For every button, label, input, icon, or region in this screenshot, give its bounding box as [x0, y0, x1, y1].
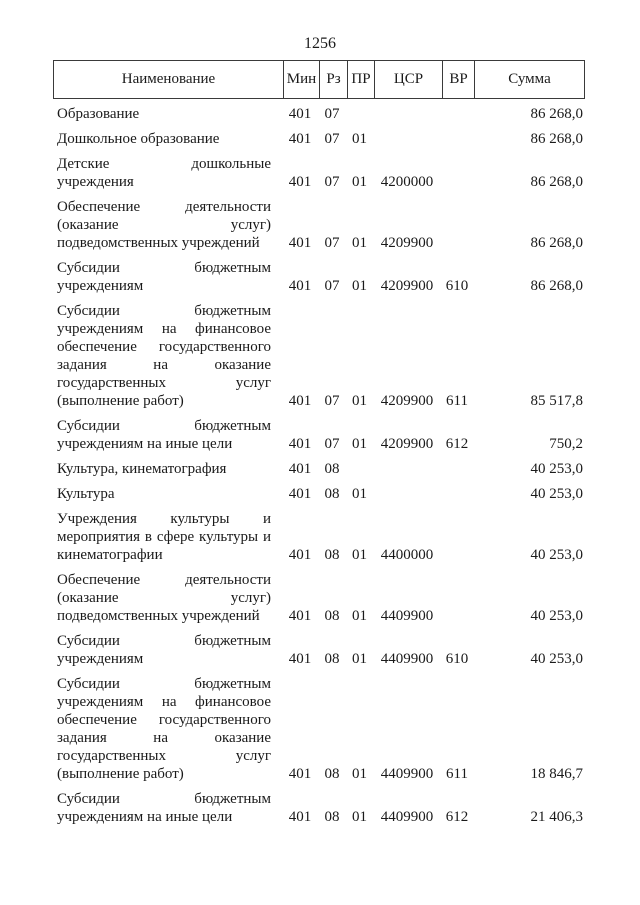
cell-vr: 610 — [445, 278, 469, 294]
name-line: мероприятия в сфере культуры и — [57, 529, 271, 545]
name-line: Обеспечение деятельности — [57, 199, 271, 215]
table-body — [53, 99, 585, 826]
col-header-min: Мин — [283, 61, 319, 98]
cell-pr: 01 — [352, 393, 367, 409]
cell-summa: 750,2 — [549, 436, 583, 452]
cell-vr: 612 — [445, 436, 469, 452]
name-line: Обеспечение деятельности — [57, 572, 271, 588]
cell-summa: 40 253,0 — [530, 486, 583, 502]
name-line: обеспечение государственного — [57, 712, 271, 728]
table-row — [53, 198, 585, 252]
cell-name — [53, 632, 282, 668]
cell-name — [53, 571, 282, 625]
name-line: учреждениям на иные цели — [57, 436, 233, 452]
cell-name — [53, 130, 282, 148]
cell-name — [53, 105, 282, 123]
name-line: обеспечение государственного — [57, 339, 271, 355]
cell-rz: 07 — [324, 106, 340, 122]
name-line: Образование — [57, 106, 140, 122]
table-row — [53, 790, 585, 826]
cell-min: 401 — [288, 174, 312, 190]
cell-rz: 07 — [324, 393, 340, 409]
page-number: 1256 — [304, 35, 336, 52]
cell-rz: 07 — [324, 278, 340, 294]
cell-rz: 07 — [324, 131, 340, 147]
cell-rz: 08 — [324, 608, 340, 624]
cell-min: 401 — [288, 278, 312, 294]
cell-csr: 4409900 — [380, 651, 434, 667]
cell-csr: 4409900 — [380, 809, 434, 825]
name-line: (выполнение работ) — [57, 766, 184, 782]
name-line: подведомственных учреждений — [57, 235, 260, 251]
col-header-vr: ВР — [442, 61, 474, 98]
col-header-csr: ЦСР — [374, 61, 442, 98]
name-line: государственных услуг — [57, 375, 271, 391]
cell-min: 401 — [288, 486, 312, 502]
cell-name — [53, 198, 282, 252]
table-row — [53, 302, 585, 410]
cell-min: 401 — [288, 608, 312, 624]
cell-pr: 01 — [352, 608, 367, 624]
cell-csr: 4209900 — [380, 436, 434, 452]
cell-summa: 85 517,8 — [530, 393, 583, 409]
table-row — [53, 571, 585, 625]
cell-name — [53, 259, 282, 295]
cell-summa: 21 406,3 — [530, 809, 583, 825]
cell-min: 401 — [288, 393, 312, 409]
name-line: Учреждения культуры и — [57, 511, 271, 527]
table-header-row — [53, 60, 585, 99]
cell-min: 401 — [288, 651, 312, 667]
name-line: Субсидии бюджетным — [57, 260, 271, 276]
name-line: Дошкольное образование — [57, 131, 220, 147]
cell-vr: 611 — [446, 766, 468, 782]
name-line: учреждениям — [57, 278, 144, 294]
col-header-pr: ПР — [347, 61, 374, 98]
name-line: учреждения — [57, 174, 134, 190]
table-row — [53, 460, 585, 478]
cell-name — [53, 790, 282, 826]
name-line: (оказание услуг) — [57, 217, 271, 233]
name-line: Субсидии бюджетным — [57, 303, 271, 319]
cell-name — [53, 485, 282, 503]
table-row — [53, 675, 585, 783]
cell-summa: 86 268,0 — [530, 106, 583, 122]
table-row — [53, 510, 585, 564]
cell-name — [53, 302, 282, 410]
cell-rz: 07 — [324, 436, 340, 452]
cell-csr: 4209900 — [380, 393, 434, 409]
name-line: Субсидии бюджетным — [57, 676, 271, 692]
cell-pr: 01 — [352, 486, 367, 502]
cell-pr: 01 — [352, 436, 367, 452]
cell-vr: 611 — [446, 393, 468, 409]
table-row — [53, 130, 585, 148]
cell-summa: 86 268,0 — [530, 235, 583, 251]
cell-name — [53, 510, 282, 564]
cell-summa: 40 253,0 — [530, 461, 583, 477]
col-header-name: Наименование — [121, 71, 216, 87]
cell-min: 401 — [288, 547, 312, 563]
name-line: (выполнение работ) — [57, 393, 184, 409]
cell-rz: 08 — [324, 461, 340, 477]
cell-csr: 4209900 — [380, 235, 434, 251]
cell-min: 401 — [288, 766, 312, 782]
cell-pr: 01 — [352, 278, 367, 294]
cell-min: 401 — [288, 131, 312, 147]
cell-rz: 08 — [324, 651, 340, 667]
col-header-rz: Рз — [319, 61, 347, 98]
cell-name — [53, 417, 282, 453]
cell-rz: 08 — [324, 486, 340, 502]
cell-rz: 07 — [324, 174, 340, 190]
cell-rz: 07 — [324, 235, 340, 251]
table-row — [53, 155, 585, 191]
name-line: Субсидии бюджетным — [57, 633, 271, 649]
table-row — [53, 417, 585, 453]
cell-name — [53, 460, 282, 478]
budget-table — [53, 60, 585, 826]
cell-pr: 01 — [352, 131, 367, 147]
cell-vr: 610 — [445, 651, 469, 667]
cell-rz: 08 — [324, 766, 340, 782]
table-row — [53, 259, 585, 295]
cell-min: 401 — [288, 436, 312, 452]
name-line: (оказание услуг) — [57, 590, 271, 606]
name-line: учреждениям на финансовое — [57, 694, 271, 710]
cell-csr: 4200000 — [380, 174, 434, 190]
name-line: учреждениям — [57, 651, 144, 667]
cell-summa: 18 846,7 — [530, 766, 583, 782]
table-row — [53, 632, 585, 668]
cell-pr: 01 — [352, 809, 367, 825]
cell-rz: 08 — [324, 809, 340, 825]
name-line: Субсидии бюджетным — [57, 418, 271, 434]
cell-pr: 01 — [352, 174, 367, 190]
table-row — [53, 105, 585, 123]
cell-pr: 01 — [352, 651, 367, 667]
name-line: Культура, кинематография — [57, 461, 227, 477]
name-line: Субсидии бюджетным — [57, 791, 271, 807]
cell-name — [53, 675, 282, 783]
cell-vr: 612 — [445, 809, 469, 825]
cell-summa: 86 268,0 — [530, 174, 583, 190]
cell-min: 401 — [288, 461, 312, 477]
cell-pr: 01 — [352, 766, 367, 782]
cell-summa: 86 268,0 — [530, 278, 583, 294]
cell-summa: 86 268,0 — [530, 131, 583, 147]
name-line: кинематографии — [57, 547, 163, 563]
table-row — [53, 485, 585, 503]
name-line: задания на оказание — [57, 357, 271, 373]
name-line: Детские дошкольные — [57, 156, 271, 172]
cell-summa: 40 253,0 — [530, 651, 583, 667]
name-line: учреждениям на финансовое — [57, 321, 271, 337]
cell-csr: 4409900 — [380, 766, 434, 782]
cell-rz: 08 — [324, 547, 340, 563]
name-line: учреждениям на иные цели — [57, 809, 233, 825]
name-line: Культура — [57, 486, 115, 502]
cell-csr: 4209900 — [380, 278, 434, 294]
cell-min: 401 — [288, 809, 312, 825]
name-line: государственных услуг — [57, 748, 271, 764]
cell-summa: 40 253,0 — [530, 608, 583, 624]
name-line: задания на оказание — [57, 730, 271, 746]
cell-min: 401 — [288, 235, 312, 251]
cell-pr: 01 — [352, 235, 367, 251]
name-line: подведомственных учреждений — [57, 608, 260, 624]
col-header-summa: Сумма — [474, 61, 584, 98]
cell-summa: 40 253,0 — [530, 547, 583, 563]
cell-pr: 01 — [352, 547, 367, 563]
cell-csr: 4409900 — [380, 608, 434, 624]
cell-csr: 4400000 — [380, 547, 434, 563]
cell-name — [53, 155, 282, 191]
cell-min: 401 — [288, 106, 312, 122]
